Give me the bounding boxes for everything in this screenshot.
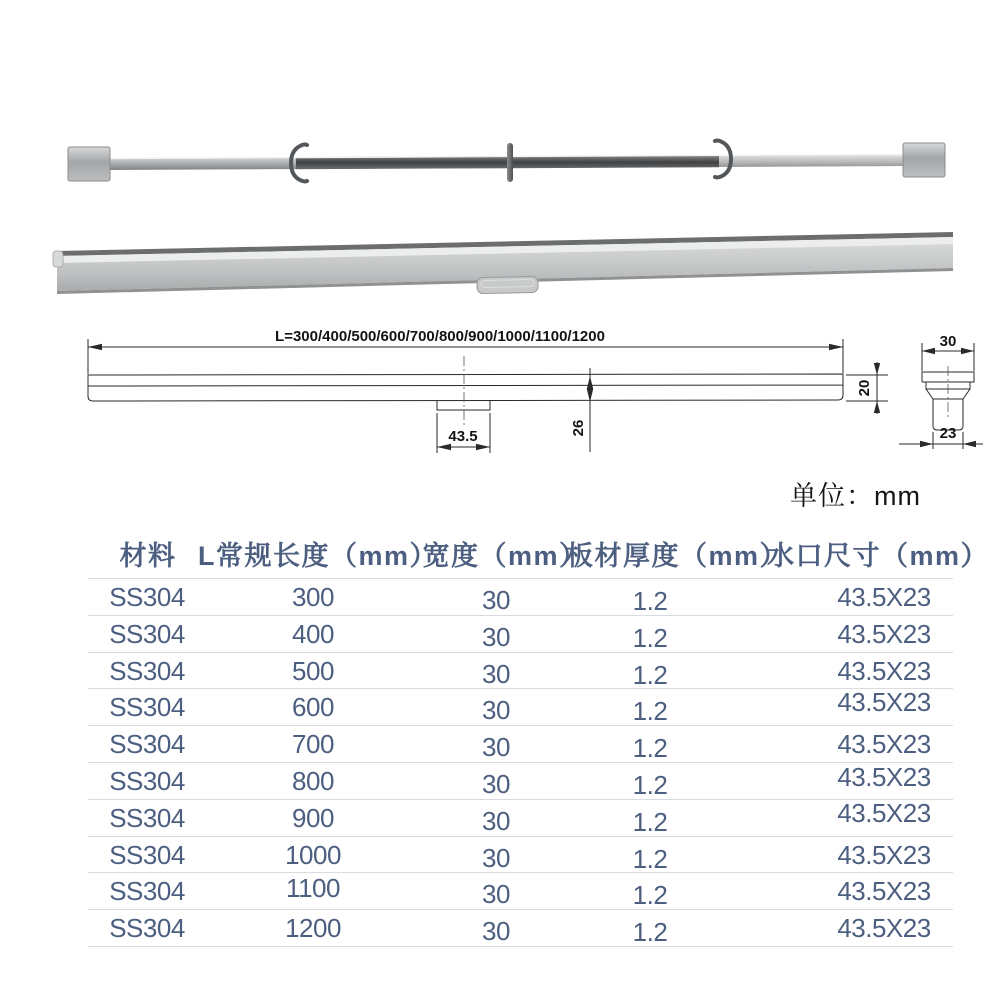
cell-width: 30 [482, 916, 510, 947]
cell-outlet-size: 43.5X23 [837, 876, 931, 907]
dim-20-label: 20 [856, 379, 873, 397]
cell-thickness: 1.2 [632, 917, 668, 948]
cell-length: 900 [292, 802, 334, 833]
cell-thickness: 1.2 [632, 622, 668, 653]
cell-outlet-size: 43.5X23 [837, 582, 931, 612]
cell-material: SS304 [109, 729, 185, 760]
cell-material: SS304 [109, 839, 185, 870]
cell-width: 30 [482, 695, 510, 726]
cell-width: 30 [482, 732, 510, 763]
cell-width: 30 [482, 842, 510, 873]
cell-length: 300 [292, 582, 334, 612]
cell-outlet-size: 43.5X23 [837, 797, 931, 828]
cell-outlet-size: 43.5X23 [837, 729, 931, 760]
cell-outlet-size: 43.5X23 [837, 761, 931, 792]
spec-table-body [88, 578, 953, 947]
cell-length: 400 [292, 618, 334, 649]
header-outlet-size: 水口尺寸（mm） [766, 541, 990, 571]
table-row [88, 689, 953, 726]
cell-material: SS304 [109, 802, 185, 833]
cell-material: SS304 [109, 876, 185, 907]
cell-material: SS304 [109, 618, 185, 649]
cell-width: 30 [482, 805, 510, 836]
header-thickness: 板材厚度（mm） [565, 541, 789, 571]
cell-thickness: 1.2 [632, 843, 668, 874]
cell-material: SS304 [109, 692, 185, 723]
cell-length: 800 [292, 765, 334, 796]
table-row [88, 579, 953, 616]
cell-material: SS304 [109, 655, 185, 686]
table-row [88, 726, 953, 763]
header-width: 宽度（mm） [422, 541, 588, 571]
cell-material: SS304 [109, 765, 185, 796]
cell-outlet-size: 43.5X23 [837, 913, 931, 944]
cell-outlet-size: 43.5X23 [837, 618, 931, 649]
table-row [88, 910, 953, 947]
cell-material: SS304 [109, 582, 185, 612]
cell-length: 700 [292, 729, 334, 760]
table-row [88, 797, 953, 837]
cell-length: 1200 [285, 913, 341, 944]
cell-thickness: 1.2 [632, 769, 668, 800]
cell-width: 30 [482, 585, 510, 615]
cell-thickness: 1.2 [632, 696, 668, 727]
table-row [88, 763, 953, 800]
cell-length: 500 [292, 655, 334, 686]
dim-26-label: 26 [570, 419, 587, 437]
dim-23-label: 23 [939, 425, 957, 442]
cell-width: 30 [482, 621, 510, 652]
cell-thickness: 1.2 [632, 733, 668, 764]
cell-thickness: 1.2 [632, 806, 668, 837]
cell-length: 600 [292, 692, 334, 723]
table-row [88, 616, 953, 653]
header-length: L常规长度（mm） [197, 541, 439, 571]
unit-label: 单位：mm [790, 481, 921, 511]
cell-width: 30 [482, 879, 510, 910]
dim-30-label: 30 [939, 333, 957, 350]
cell-width: 30 [482, 658, 510, 689]
cell-width: 30 [482, 768, 510, 799]
cell-thickness: 1.2 [632, 880, 668, 911]
table-row [88, 653, 953, 690]
dim-43-5-label: 43.5 [448, 428, 478, 445]
cell-outlet-size: 43.5X23 [837, 839, 931, 870]
spec-table-header-row [0, 534, 1000, 574]
cell-outlet-size: 43.5X23 [837, 655, 931, 686]
length-options-label: L=300/400/500/600/700/800/900/1000/1100/1200 [275, 328, 605, 345]
cell-thickness: 1.2 [632, 586, 668, 616]
cell-outlet-size: 43.5X23 [837, 687, 931, 718]
header-material: 材料 [119, 541, 177, 571]
cell-length: 1100 [286, 873, 340, 904]
table-row [88, 873, 953, 910]
cell-thickness: 1.2 [632, 659, 668, 690]
cell-length: 1000 [285, 839, 341, 870]
table-row [88, 837, 953, 874]
cell-material: SS304 [109, 913, 185, 944]
